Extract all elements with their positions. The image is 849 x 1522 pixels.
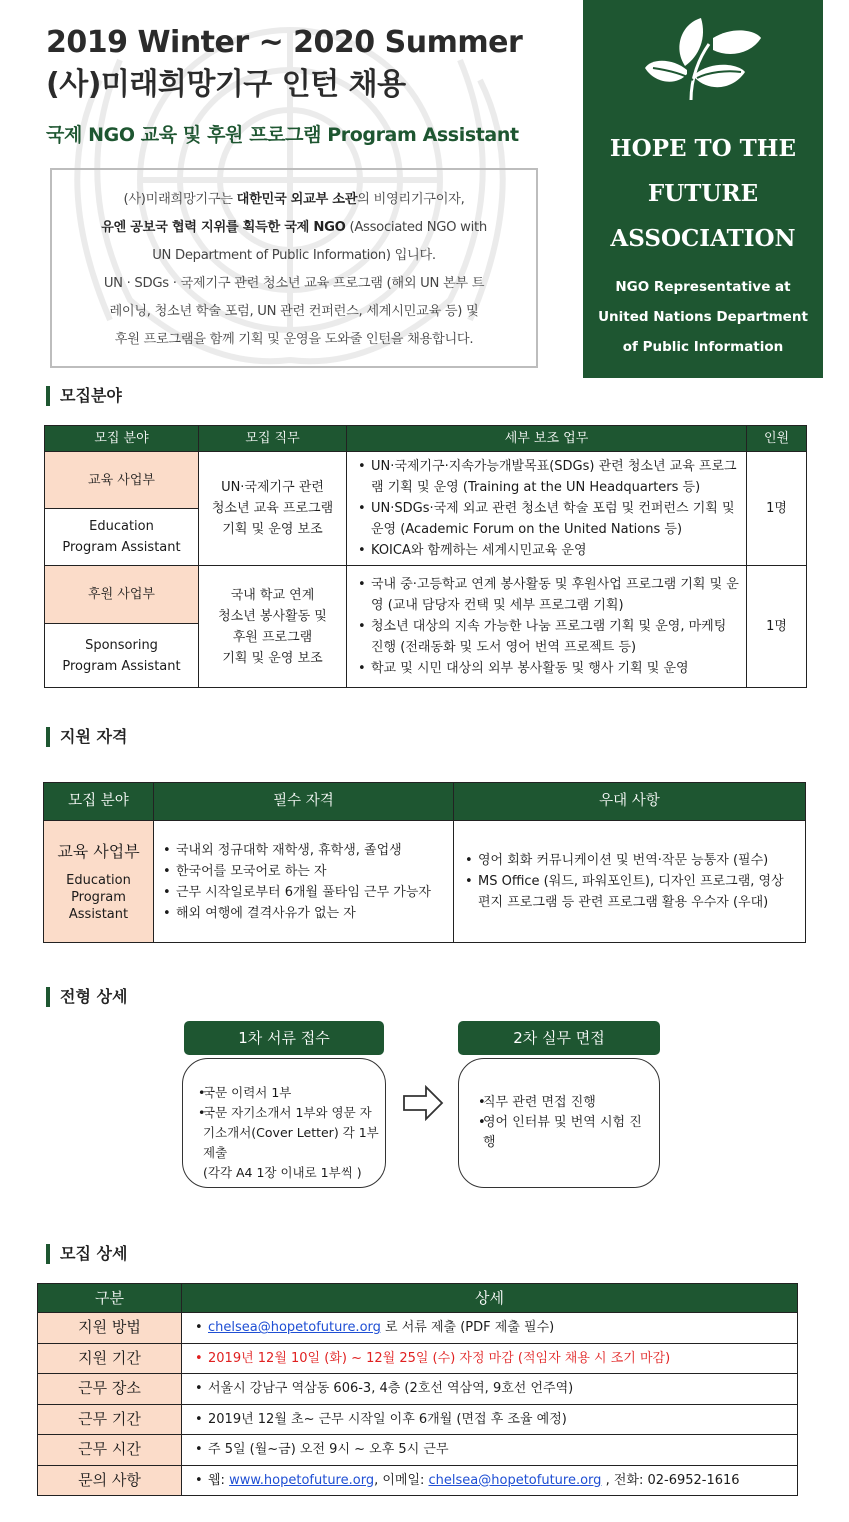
email-link[interactable]: chelsea@hopetofuture.org [428,1472,602,1488]
dept-english [45,509,199,566]
dept-name: 교육 사업부 [57,841,140,861]
section-heading-qualification: 지원 자격 [46,726,127,748]
list-item: • 2019년 12월 초~ 근무 시작일 이후 6개월 (면접 후 조율 예정) [190,1409,789,1430]
list-item [190,1470,789,1491]
page-subtitle: 국제 NGO 교육 및 후원 프로그램 Program Assistant [46,124,519,146]
table-header: 상세 [182,1284,798,1313]
list-item: • 한국어를 모국어로 하는 자 [158,861,449,882]
list-item: • KOICA와 함께하는 세계시민교육 운영 [353,540,740,561]
list-item [190,1317,789,1338]
phone-text: , 전화: 02-6952-1616 [601,1472,740,1488]
duty-line: 기획 및 운영 보조 [222,522,323,537]
table-header: 구분 [38,1284,182,1313]
list-item: • 직무 관련 면접 진행 [473,1093,649,1113]
row-value [182,1374,798,1405]
org-description [583,272,823,362]
row-value [182,1435,798,1466]
table-row [38,1343,798,1374]
detail-table [37,1283,798,1496]
row-key: 근무 기간 [38,1404,182,1435]
list-item: • 국문 자기소개서 1부와 영문 자기소개서(Cover Letter) 각 1부 제출 [193,1103,379,1163]
duty-line: 청소년 봉사활동 및 [218,608,327,624]
row-value [182,1313,798,1344]
row-value [182,1404,798,1435]
dept-english-line: Sponsoring [85,637,158,653]
dept-english-line: Program [71,889,126,905]
table-header: 모집 분야 [45,426,199,452]
tasks-cell [347,566,747,688]
list-item: • 주 5일 (월~금) 오전 9시 ~ 오후 5시 근무 [190,1439,789,1460]
dept-english-line: Education [66,872,131,888]
table-row [45,566,807,624]
step2-box [458,1058,660,1188]
tasks-cell [347,452,747,566]
list-item: • 영어 회화 커뮤니케이션 및 번역·작문 능통자 (필수) [460,850,799,871]
table-row [38,1435,798,1466]
list-item: • 학교 및 시민 대상의 외부 봉사활동 및 행사 기획 및 운영 [353,658,740,679]
row-key: 근무 시간 [38,1435,182,1466]
duty-line: 후원 프로그램 [232,629,313,645]
row-value [182,1343,798,1374]
section-heading-process: 전형 상세 [46,986,127,1008]
list-item: • 근무 시작일로부터 6개월 풀타임 근무 가능자 [158,882,449,903]
recruit-table [44,425,807,688]
intro-text: 의 비영리기구이자, [357,192,465,207]
intro-text: 레이닝, 청소년 학술 포럼, UN 관련 컨퍼런스, 세계시민교육 등) 및 [109,304,479,319]
dept-name: 후원 사업부 [45,566,199,624]
intro-bold: 유엔 공보국 협력 지위를 획득한 국제 NGO [101,220,346,235]
required-cell [154,821,454,943]
table-header: 인원 [747,426,807,452]
list-item: • 국문 이력서 1부 [193,1083,379,1103]
intro-text: (사)미래희망기구는 [123,192,237,207]
duty-line: 국내 학교 연계 [230,587,315,603]
intro-text: UN Department of Public Information) 입니다. [152,248,436,263]
table-header: 우대 사항 [454,783,806,821]
table-header: 세부 보조 업무 [347,426,747,452]
dept-english-line: Assistant [68,906,129,922]
duty-cell [199,452,347,566]
dept-english-line: Program Assistant [62,658,181,674]
list-item: • 국내외 정규대학 재학생, 휴학생, 졸업생 [158,840,449,861]
section-heading-detail: 모집 상세 [46,1243,127,1265]
dept-cell [44,821,154,943]
list-item: • UN·국제기구·지속가능개발목표(SDGs) 관련 청소년 교육 프로그램 기획 및 운영 (Training at the UN Headquarters 등) [353,456,740,498]
dept-english-line: Education [89,519,154,534]
email-link[interactable]: chelsea@hopetofuture.org [208,1320,381,1336]
contact-label: 웹: [208,1472,230,1488]
table-header: 필수 자격 [154,783,454,821]
contact-label: , 이메일: [374,1472,429,1488]
headcount: 1명 [747,566,807,688]
intro-box [50,168,538,368]
table-row [38,1404,798,1435]
step2-title: 2차 실무 면접 [458,1021,660,1055]
list-item: • 국내 중·고등학교 연계 봉사활동 및 후원사업 프로그램 기획 및 운영 (교내 담당자 컨택 및 세부 프로그램 기획) [353,574,740,616]
table-row [45,452,807,509]
duty-line: UN·국제기구 관련 [221,480,324,495]
duty-cell [199,566,347,688]
row-key: 문의 사항 [38,1465,182,1496]
step1-note: (각각 A4 1장 이내로 1부씩 ) [203,1165,362,1180]
leaves-logo-icon [643,8,763,103]
intro-bold: 대한민국 외교부 소관 [236,192,358,207]
table-row [38,1374,798,1405]
list-item: • 해외 여행에 결격사유가 없는 자 [158,903,449,924]
duty-line: 기획 및 운영 보조 [222,650,323,666]
headcount: 1명 [747,452,807,566]
method-text: 로 서류 제출 (PDF 제출 필수) [380,1320,555,1336]
list-item: • MS Office (워드, 파워포인트), 디자인 프로그램, 영상 편지 프로그램 등 관련 프로그램 활용 우수자 (우대) [460,871,799,913]
row-value [182,1465,798,1496]
page-title [46,22,522,106]
row-key: 근무 장소 [38,1374,182,1405]
list-item: • 영어 인터뷰 및 번역 시험 진행 [473,1113,649,1153]
duty-line: 청소년 교육 프로그램 [211,501,334,516]
list-item: • UN·SDGs·국제 외교 관련 청소년 학술 포럼 및 컨퍼런스 기획 및 운영 (Academic Forum on the United Nations 등) [353,498,740,540]
intro-text: UN · SDGs · 국제기구 관련 청소년 교육 프로그램 (해외 UN 본부 트 [103,276,485,291]
preferred-cell [454,821,806,943]
table-row [44,821,806,943]
title-line-1: 2019 Winter ~ 2020 Summer [46,25,523,60]
table-header: 모집 직무 [199,426,347,452]
list-item: • 서울시 강남구 역삼동 606-3, 4층 (2호선 역삼역, 9호선 언주역) [190,1378,789,1399]
org-desc-line: United Nations Department [598,309,808,325]
dept-name: 교육 사업부 [45,452,199,509]
org-name-line: ASSOCIATION [610,225,796,252]
org-logo-panel [583,0,823,378]
step1-title: 1차 서류 접수 [184,1021,384,1055]
step1-box [182,1058,386,1188]
table-header: 모집 분야 [44,783,154,821]
table-row [38,1465,798,1496]
org-name-line: FUTURE [647,180,759,207]
arrow-right-icon [402,1085,444,1121]
org-desc-line: of Public Information [622,339,784,355]
org-name [583,126,823,261]
dept-english [45,624,199,688]
section-heading-recruit: 모집분야 [46,385,122,407]
row-key: 지원 방법 [38,1313,182,1344]
qualification-table [43,782,806,943]
website-link[interactable]: www.hopetofuture.org [229,1472,375,1488]
row-key: 지원 기간 [38,1343,182,1374]
title-line-2: (사)미래희망기구 인턴 채용 [46,67,406,102]
list-item: • 청소년 대상의 지속 가능한 나눔 프로그램 기획 및 운영, 마케팅 진행 (전래동화 및 도서 영어 번역 프로젝트 등) [353,616,740,658]
table-row [38,1313,798,1344]
list-item: • 2019년 12월 10일 (화) ~ 12월 25일 (수) 자정 마감 (적임자 채용 시 조기 마감) [190,1348,789,1369]
org-desc-line: NGO Representative at [615,279,791,295]
intro-text: 후원 프로그램을 함께 기획 및 운영을 도와줄 인턴을 채용합니다. [114,332,474,347]
dept-english-line: Program Assistant [62,540,181,555]
intro-text: (Associated NGO with [345,220,487,235]
org-name-line: HOPE TO THE [609,135,797,162]
